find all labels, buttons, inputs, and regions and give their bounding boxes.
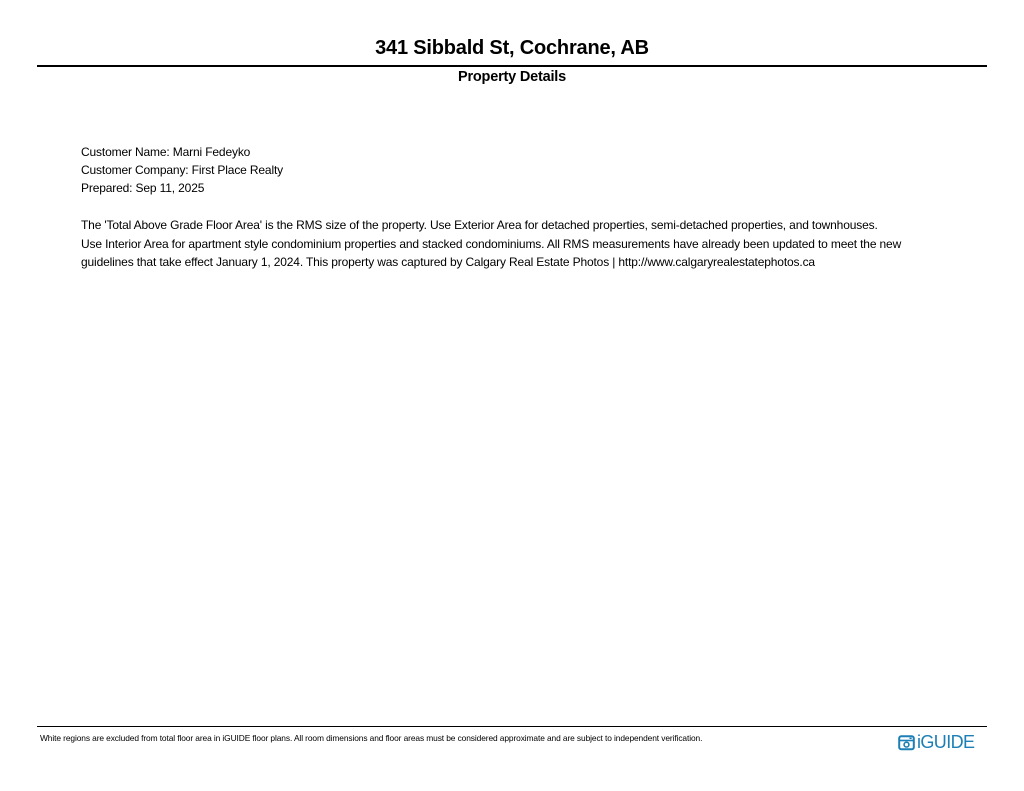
customer-details [81, 143, 283, 197]
section-title: Property Details [457, 69, 566, 85]
customer-company: Customer Company: First Place Realty [81, 163, 283, 177]
rms-note-line: The 'Total Above Grade Floor Area' is the RMS size of the property. Use Exterior Area for detached properties, semi-detached properties, and townhouses. [81, 218, 878, 232]
page-title: 341 Sibbald St, Cochrane, AB [375, 37, 649, 59]
iguide-logo-text: iGUIDE [917, 732, 975, 752]
iguide-logo [898, 731, 974, 753]
iguide-camera-icon [898, 734, 915, 751]
prepared-date: Prepared: Sep 11, 2025 [81, 181, 205, 195]
footer-disclaimer: White regions are excluded from total floor area in iGUIDE floor plans. All room dimensions and floor areas must be considered approximate and are subject to independent verification. [40, 733, 703, 743]
rms-note [81, 216, 931, 272]
rms-note-line: guidelines that take effect January 1, 2024. This property was captured by Calgary Real Estate Photos | http://www.calgaryrealestatephotos.ca [81, 255, 815, 269]
customer-name: Customer Name: Marni Fedeyko [81, 145, 251, 159]
footer-divider [37, 726, 987, 727]
title-divider [37, 65, 987, 67]
rms-note-line: Use Interior Area for apartment style condominium properties and stacked condominiums. All RMS measurements have already been updated to meet the new [81, 236, 902, 251]
